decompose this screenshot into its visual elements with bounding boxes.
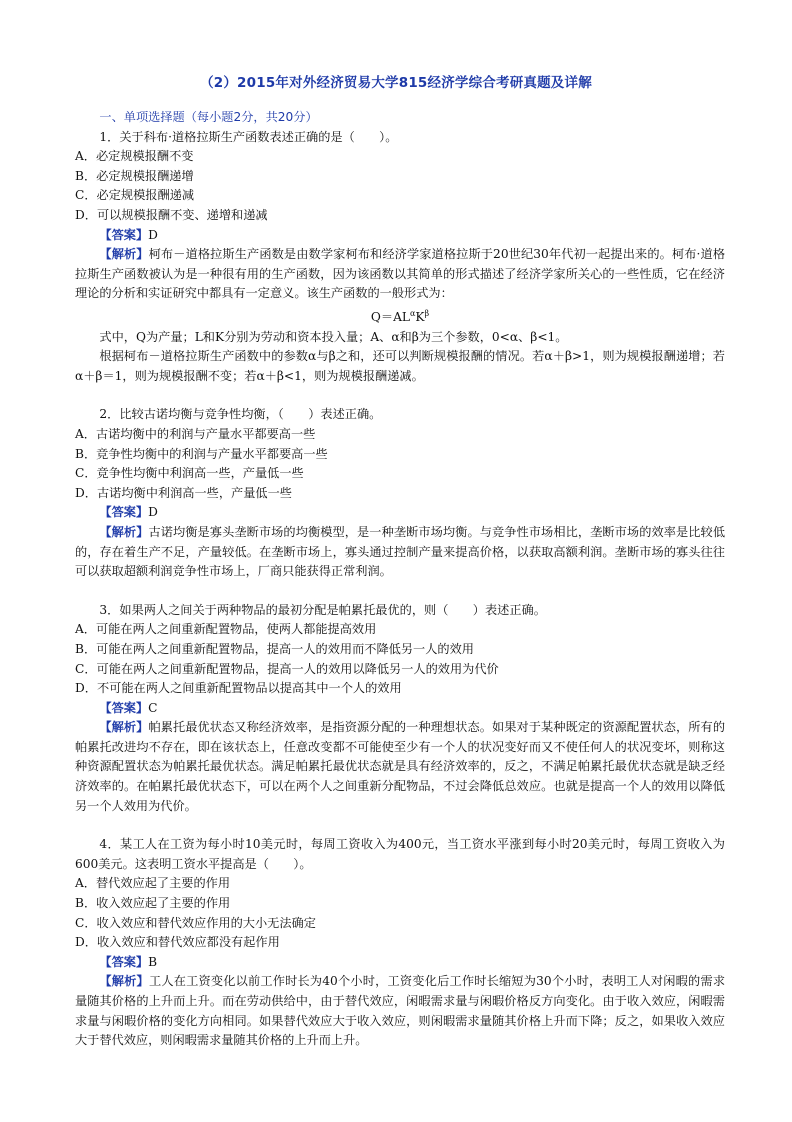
analysis-tag: 【解析】 — [99, 247, 149, 262]
question-1 — [75, 128, 725, 387]
answer-value: D — [148, 227, 158, 242]
analysis-tag: 【解析】 — [99, 720, 149, 735]
analysis-text: 工人在工资变化以前工作时长为40个小时，工资变化后工作时长缩短为30个小时，表明工人对闲暇的需求量随其价格的上升而上升。而在劳动供给中，由于替代效应，闲暇需求量与闲暇价格反方向变化。由于收入效应，闲暇需求量与闲暇价格的变化方向相同。如果替代效应大于收入效应，则闲暇需求量随其价格上升而下降；反之，如果收入效应大于替代效应，则闲暇需求量随其价格的上升而上升。 — [75, 974, 726, 1048]
section-heading: 一、单项选择题（每小题2分，共20分） — [99, 110, 318, 124]
answer-line — [75, 226, 725, 246]
analysis-paragraph — [75, 523, 725, 582]
answer-value: C — [148, 700, 158, 715]
option-b: B．可能在两人之间重新配置物品，提高一人的效用而不降低另一人的效用 — [75, 641, 474, 656]
analysis-continuation: 根据柯布－道格拉斯生产函数中的参数α与β之和，还可以判断规模报酬的情况。若α＋β>1，则为规模报酬递增；若α＋β＝1，则为规模报酬不变；若α＋β<1，则为规模报酬递减。 — [75, 349, 725, 383]
question-stem: 3．如果两人之间关于两种物品的最初分配是帕累托最优的，则（ ）表述正确。 — [99, 602, 546, 617]
analysis-text: 古诺均衡是寡头垄断市场的均衡模型，是一种垄断市场均衡。与竞争性市场相比，垄断市场的效率是比较低的，存在着生产不足，产量较低。在垄断市场上，寡头通过控制产量来提高价格，以获取高额利润。垄断市场的寡头往往可以获取超额利润竞争性市场上，厂商只能获得正常利润。 — [75, 524, 726, 579]
analysis-paragraph — [75, 972, 725, 1050]
production-function-formula: $Q=AL^\alpha K^\beta$ — [370, 308, 430, 324]
question-2 — [75, 405, 725, 581]
answer-tag: 【答案】 — [99, 954, 149, 969]
answer-tag: 【答案】 — [99, 505, 149, 520]
option-a: A．古诺均衡中的利润与产量水平都要高一些 — [75, 426, 316, 441]
answer-line — [75, 953, 725, 973]
option-a: A．替代效应起了主要的作用 — [75, 876, 231, 891]
analysis-tag: 【解析】 — [99, 524, 149, 539]
option-d: D．不可能在两人之间重新配置物品以提高其中一个人的效用 — [75, 681, 402, 696]
document-title: （2）2015年对外经济贸易大学815经济学综合考研真题及详解 — [200, 75, 592, 91]
option-c: C．竞争性均衡中利润高一些，产量低一些 — [75, 466, 304, 481]
analysis-paragraph — [75, 718, 725, 816]
document-body — [75, 108, 725, 1051]
option-b: B．竞争性均衡中的利润与产量水平都要高一些 — [75, 446, 328, 461]
answer-line — [75, 503, 725, 523]
option-b: B．收入效应起了主要的作用 — [75, 896, 231, 911]
analysis-text: 帕累托最优状态又称经济效率，是指资源分配的一种理想状态。如果对于某种既定的资源配置状态，所有的帕累托改进均不存在，即在该状态上，任意改变都不可能使至少有一个人的状况变好而又不使任何人的状况变坏，则称这种资源配置状态为帕累托最优状态。满足帕累托最优状态就是具有经济效率的，反之，不满足帕累托最优状态就是缺乏经济效率的。在帕累托最优状态下，可以在两个人之间重新分配物品，不过会降低总效应。也就是提高一个人的效用以降低另一个人效用为代价。 — [75, 720, 726, 813]
option-a: A．可能在两人之间重新配置物品，使两人都能提高效用 — [75, 622, 377, 637]
answer-value: D — [148, 505, 158, 520]
question-stem: 1．关于科布·道格拉斯生产函数表述正确的是（ ）。 — [99, 129, 398, 144]
answer-tag: 【答案】 — [99, 227, 149, 242]
question-stem: 4．某工人在工资为每小时10美元时，每周工资收入为400元，当工资水平涨到每小时20美元时，每周工资收入为600美元。这表明工资水平提高是（ ）。 — [75, 837, 725, 871]
analysis-continuation: 式中，Q为产量；L和K分别为劳动和资本投入量；A、α和β为三个参数，0<α、β<1。 — [99, 329, 568, 344]
question-3 — [75, 601, 725, 817]
option-c: C．可能在两人之间重新配置物品，提高一人的效用以降低另一人的效用为代价 — [75, 661, 499, 676]
option-d: D．可以规模报酬不变、递增和递减 — [75, 207, 268, 222]
analysis-tag: 【解析】 — [99, 974, 149, 989]
option-c: C．收入效应和替代效应作用的大小无法确定 — [75, 915, 316, 930]
option-d: D．收入效应和替代效应都没有起作用 — [75, 935, 280, 950]
analysis-text: 柯布－道格拉斯生产函数是由数学家柯布和经济学家道格拉斯于20世纪30年代初一起提出来的。柯布·道格拉斯生产函数被认为是一种很有用的生产函数，因为该函数以其简单的形式描述了经济学家所关心的一些性质，它在经济理论的分析和实证研究中都具有一定意义。该生产函数的一般形式为： — [75, 247, 726, 301]
answer-tag: 【答案】 — [99, 700, 149, 715]
answer-value: B — [148, 954, 158, 969]
option-a: A．必定规模报酬不变 — [75, 149, 194, 164]
answer-line — [75, 699, 725, 719]
option-d: D．古诺均衡中利润高一些，产量低一些 — [75, 485, 292, 500]
option-c: C．必定规模报酬递减 — [75, 188, 195, 203]
question-stem: 2．比较古诺均衡与竞争性均衡，（ ）表述正确。 — [99, 407, 382, 422]
option-b: B．必定规模报酬递增 — [75, 168, 194, 183]
analysis-paragraph — [75, 245, 725, 304]
question-4 — [75, 835, 725, 1051]
